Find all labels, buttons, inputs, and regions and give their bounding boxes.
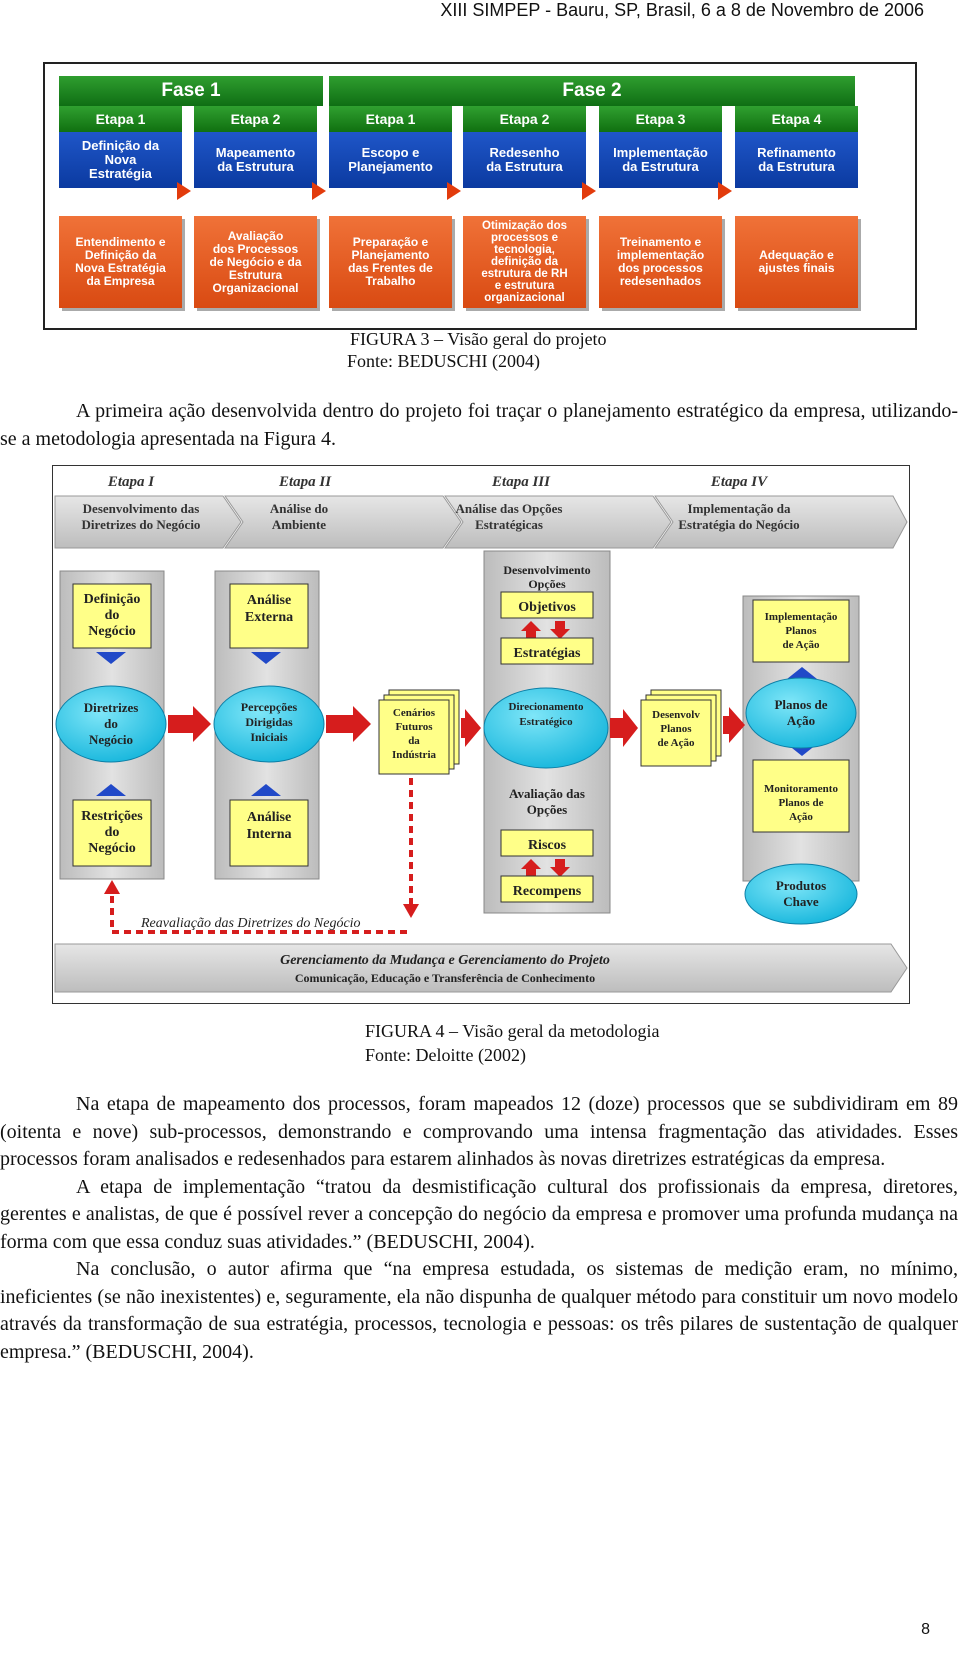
fig3-column-6 [735, 106, 858, 188]
box-label: Cenários Futuros da Indústria [391, 707, 437, 761]
figure-4-diagram [52, 465, 910, 1004]
up-arrow-icon [104, 880, 120, 894]
direcionamento-ellipse [484, 688, 608, 768]
etapa-3-title: Etapa III [492, 474, 550, 490]
fig3-detail-box: Avaliação dos Processos de Negócio e da Estrutura Organizacional [194, 216, 317, 308]
fig3-detail-box: Adequação e ajustes finais [735, 216, 858, 308]
box-label: Análise Interna [246, 810, 292, 842]
figure-3-diagram [43, 62, 917, 330]
fig3-detail-box: Treinamento e implementação dos processos redesenhados [599, 216, 722, 308]
paragraph: Na etapa de mapeamento dos processos, foram mapeados 12 (doze) processos que se subdividiram em 89 (oitenta e nove) sub-processos, demonstrando e comprovando uma intensa fragmentação das atividades. Esses processos foram analisados e redesenhados para estarem alinhados às novas diretrizes estratégicas da empresa. [0, 1093, 958, 1170]
running-header: XIII SIMPEP - Bauru, SP, Brasil, 6 a 8 de Novembro de 2006 [440, 0, 924, 20]
body-text [0, 1091, 958, 1366]
arrow-right-icon [168, 706, 211, 742]
fig3-etapa-label: Etapa 1 [59, 106, 182, 132]
etapa-2-title: Etapa II [278, 474, 332, 490]
banner-text: Implementação da Estratégia do Negócio [678, 501, 800, 532]
fig3-stage-title: Redesenho da Estrutura [463, 132, 586, 188]
fig3-etapa-label: Etapa 1 [329, 106, 452, 132]
riscos-label: Riscos [527, 838, 567, 853]
figure-4-source: Fonte: Deloitte (2002) [365, 1045, 526, 1065]
ellipse-label: Diretrizes do Negócio [83, 700, 139, 747]
fig3-column-1 [59, 106, 182, 188]
down-arrow-icon [403, 904, 419, 918]
avaliacao-opcoes-label: Avaliação das Opções [509, 786, 585, 817]
box-label: Desenvolv Planos de Ação [652, 709, 700, 749]
fig3-stage-title: Definição da Nova Estratégia [59, 132, 182, 188]
arrow-right-icon [582, 182, 596, 200]
arrow-right-icon [447, 182, 461, 200]
fig3-stage-title: Refinamento da Estrutura [735, 132, 858, 188]
etapa-4-title: Etapa IV [710, 474, 768, 490]
banner-text: Desenvolvimento das Diretrizes do Negócio [81, 501, 201, 532]
page-number: 8 [921, 1621, 930, 1638]
arrow-right-icon [610, 709, 638, 747]
banner-text: Análise das Opções Estratégicas [455, 501, 563, 532]
arrow-right-icon [461, 709, 481, 747]
fig3-detail-box: Otimização dos processos e tecnologia, definição da estrutura de RH e estrutura organizacional [463, 216, 586, 308]
estrategias-label: Estratégias [513, 646, 581, 661]
fig3-etapa-label: Etapa 2 [194, 106, 317, 132]
etapa-1-title: Etapa I [107, 474, 155, 490]
arrow-right-icon [177, 182, 191, 200]
box-label: Análise Externa [244, 593, 294, 625]
fig3-detail-box: Preparação e Planejamento das Frentes de Trabalho [329, 216, 452, 308]
phase-1-header: Fase 1 [59, 76, 323, 106]
reavaliacao-label: Reavaliação das Diretrizes do Negócio [141, 916, 361, 931]
box-label: Implementação Planos de Ação [764, 611, 838, 651]
fig3-etapa-label: Etapa 4 [735, 106, 858, 132]
arrow-right-icon [723, 707, 745, 743]
banner-text: Análise do Ambiente [269, 501, 329, 532]
fig3-etapa-label: Etapa 3 [599, 106, 722, 132]
box-label: Definição do Negócio [83, 592, 141, 639]
paragraph: A primeira ação desenvolvida dentro do projeto foi traçar o planejamento estratégico da empresa, utilizando-se a metodologia apresentada na Figura 4. [0, 400, 958, 450]
intro-paragraph [0, 398, 958, 453]
fig3-column-4 [463, 106, 586, 188]
fig3-stage-title: Escopo e Planejamento [329, 132, 452, 188]
bottom-banner-subtitle: Comunicação, Educação e Transferência de Conhecimento [294, 971, 596, 985]
arrow-right-icon [326, 706, 371, 742]
fig3-stage-title: Implementação da Estrutura [599, 132, 722, 188]
fig3-stage-title: Mapeamento da Estrutura [194, 132, 317, 188]
figure-3-source: Fonte: BEDUSCHI (2004) [347, 351, 540, 371]
fig3-column-5 [599, 106, 722, 188]
box-label: Monitoramento Planos de Ação [764, 783, 838, 823]
ellipse-label: Percepções Dirigidas Iniciais [240, 700, 298, 744]
figure-4-caption: FIGURA 4 – Visão geral da metodologia [365, 1021, 660, 1041]
ellipse-label: Direcionamento Estratégico [508, 701, 584, 728]
objetivos-label: Objetivos [518, 600, 576, 615]
desenv-opcoes-label: Desenvolvimento Opções [503, 563, 591, 591]
recompens-label: Recompens [512, 884, 582, 899]
paragraph: A etapa de implementação “tratou da desmistificação cultural dos profissionais da empresa, diretores, gerentes e analistas, de que é possível rever a concepção do negócio da empresa e promover uma profunda mudança na forma com que essa conduz suas atividades.” (BEDUSCHI, 2004). [0, 1175, 958, 1253]
fig3-detail-box: Entendimento e Definição da Nova Estratégia da Empresa [59, 216, 182, 308]
arrow-right-icon [312, 182, 326, 200]
box-label: Restrições do Negócio [81, 809, 143, 856]
fig3-etapa-label: Etapa 2 [463, 106, 586, 132]
bottom-banner-title: Gerenciamento da Mudança e Gerenciamento do Projeto [280, 953, 610, 968]
phase-2-header: Fase 2 [329, 76, 855, 106]
ellipse-label: Planos de Ação [774, 697, 828, 728]
ellipse-label: Produtos Chave [775, 878, 827, 909]
figure-3-caption: FIGURA 3 – Visão geral do projeto [350, 329, 607, 349]
fig3-column-3 [329, 106, 452, 188]
fig3-column-2 [194, 106, 317, 188]
paragraph: Na conclusão, o autor afirma que “na empresa estudada, os sistemas de medição eram, no mínimo, ineficientes (se não inexistentes) e, seguramente, ela não dispunha de qualquer método para constituir um novo modelo através da transformação de sua estratégia, processos, tecnologia e pessoas: os três pilares de sustentação de qualquer empresa.” (BEDUSCHI, 2004). [0, 1258, 958, 1363]
arrow-right-icon [718, 182, 732, 200]
